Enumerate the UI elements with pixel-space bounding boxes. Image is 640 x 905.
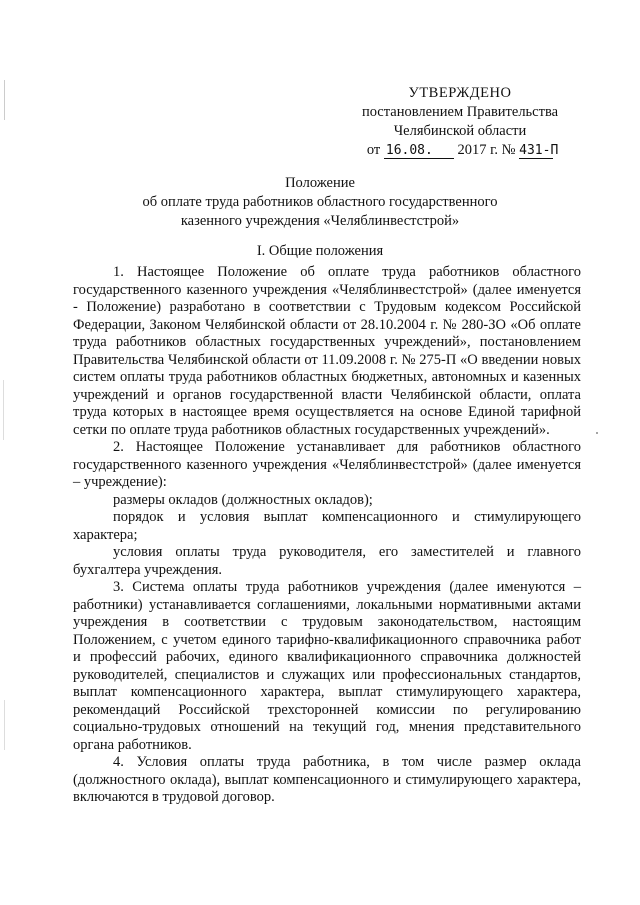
document-title bbox=[60, 174, 580, 231]
scan-speck bbox=[596, 432, 598, 434]
list-item: условия оплаты труда руководителя, его заместителей и главного бухгалтера учреждения. bbox=[73, 544, 581, 578]
approval-date: 16.08. bbox=[384, 144, 454, 159]
section-heading: I. Общие положения bbox=[256, 243, 384, 259]
document-title-line-3: казенного учреждения «Челяблинвестстрой» bbox=[180, 213, 460, 229]
approval-number: 431-П bbox=[519, 143, 559, 158]
list-item: размеры окладов (должностных окладов); bbox=[113, 491, 373, 508]
approval-line-2: Челябинской области bbox=[393, 123, 527, 139]
document-title-line-2: об оплате труда работников областного государственного bbox=[142, 194, 498, 210]
scan-edge-mark bbox=[3, 380, 4, 440]
approval-year-label: 2017 г. № bbox=[457, 142, 516, 158]
approval-stamp bbox=[340, 84, 580, 160]
paragraph-4: 4. Условия оплаты труда работника, в том числе размер оклада (должностного оклада), выплат компенсационного и стимулирующего характера, включаются в трудовой договор. bbox=[73, 754, 581, 805]
approval-date-line bbox=[340, 141, 580, 160]
document-body bbox=[73, 264, 581, 807]
approval-from-label: от bbox=[366, 142, 381, 158]
document-title-line-1: Положение bbox=[285, 175, 355, 191]
scan-edge-mark bbox=[4, 80, 5, 120]
scan-edge-mark bbox=[4, 700, 5, 750]
paragraph-2: 2. Настоящее Положение устанавливает для работников областного государственного казенного учреждения «Челяблинвестстрой» (далее именуется – учреждение): bbox=[73, 439, 581, 490]
list-item: порядок и условия выплат компенсационного и стимулирующего характера; bbox=[73, 509, 581, 543]
approval-line-1: постановлением Правительства bbox=[361, 104, 559, 120]
paragraph-1: 1. Настоящее Положение об оплате труда работников областного государственного казенного учреждения «Челяблинвестстрой» (далее именуется - Положение) разработано в соответствии с Трудовым кодексом Российской Федерации, Законом Челябинской области от 28.10.2004 г. № 280-ЗО «Об оплате труда работников областных государственных учреждений», постановлением Правительства Челябинской области от 11.09.2008 г. № 275-П «О введении новых систем оплаты труда работников областных бюджетных, автономных и казенных учреждений и органов государственной власти Челябинской области, оплата труда которых в настоящее время осуществляется на основе Единой тарифной сетки по оплате труда работников областных государственных учреждений». bbox=[73, 264, 581, 438]
approval-title: УТВЕРЖДЕНО bbox=[408, 85, 512, 101]
paragraph-3: 3. Система оплаты труда работников учреждения (далее именуются – работники) устанавливается соглашениями, локальными нормативными актами учреждения в соответствии с трудовым законодательством, настоящим Положением, с учетом единого тарифно-квалификационного справочника работ и профессий рабочих, единого квалификационного справочника должностей руководителей, специалистов и служащих или профессиональных стандартов, выплат компенсационного характера, выплат стимулирующего характера, рекомендаций Российской трехсторонней комиссии по регулированию социально-трудовых отношений на текущий год, мнения представительного органа работников. bbox=[73, 579, 581, 753]
